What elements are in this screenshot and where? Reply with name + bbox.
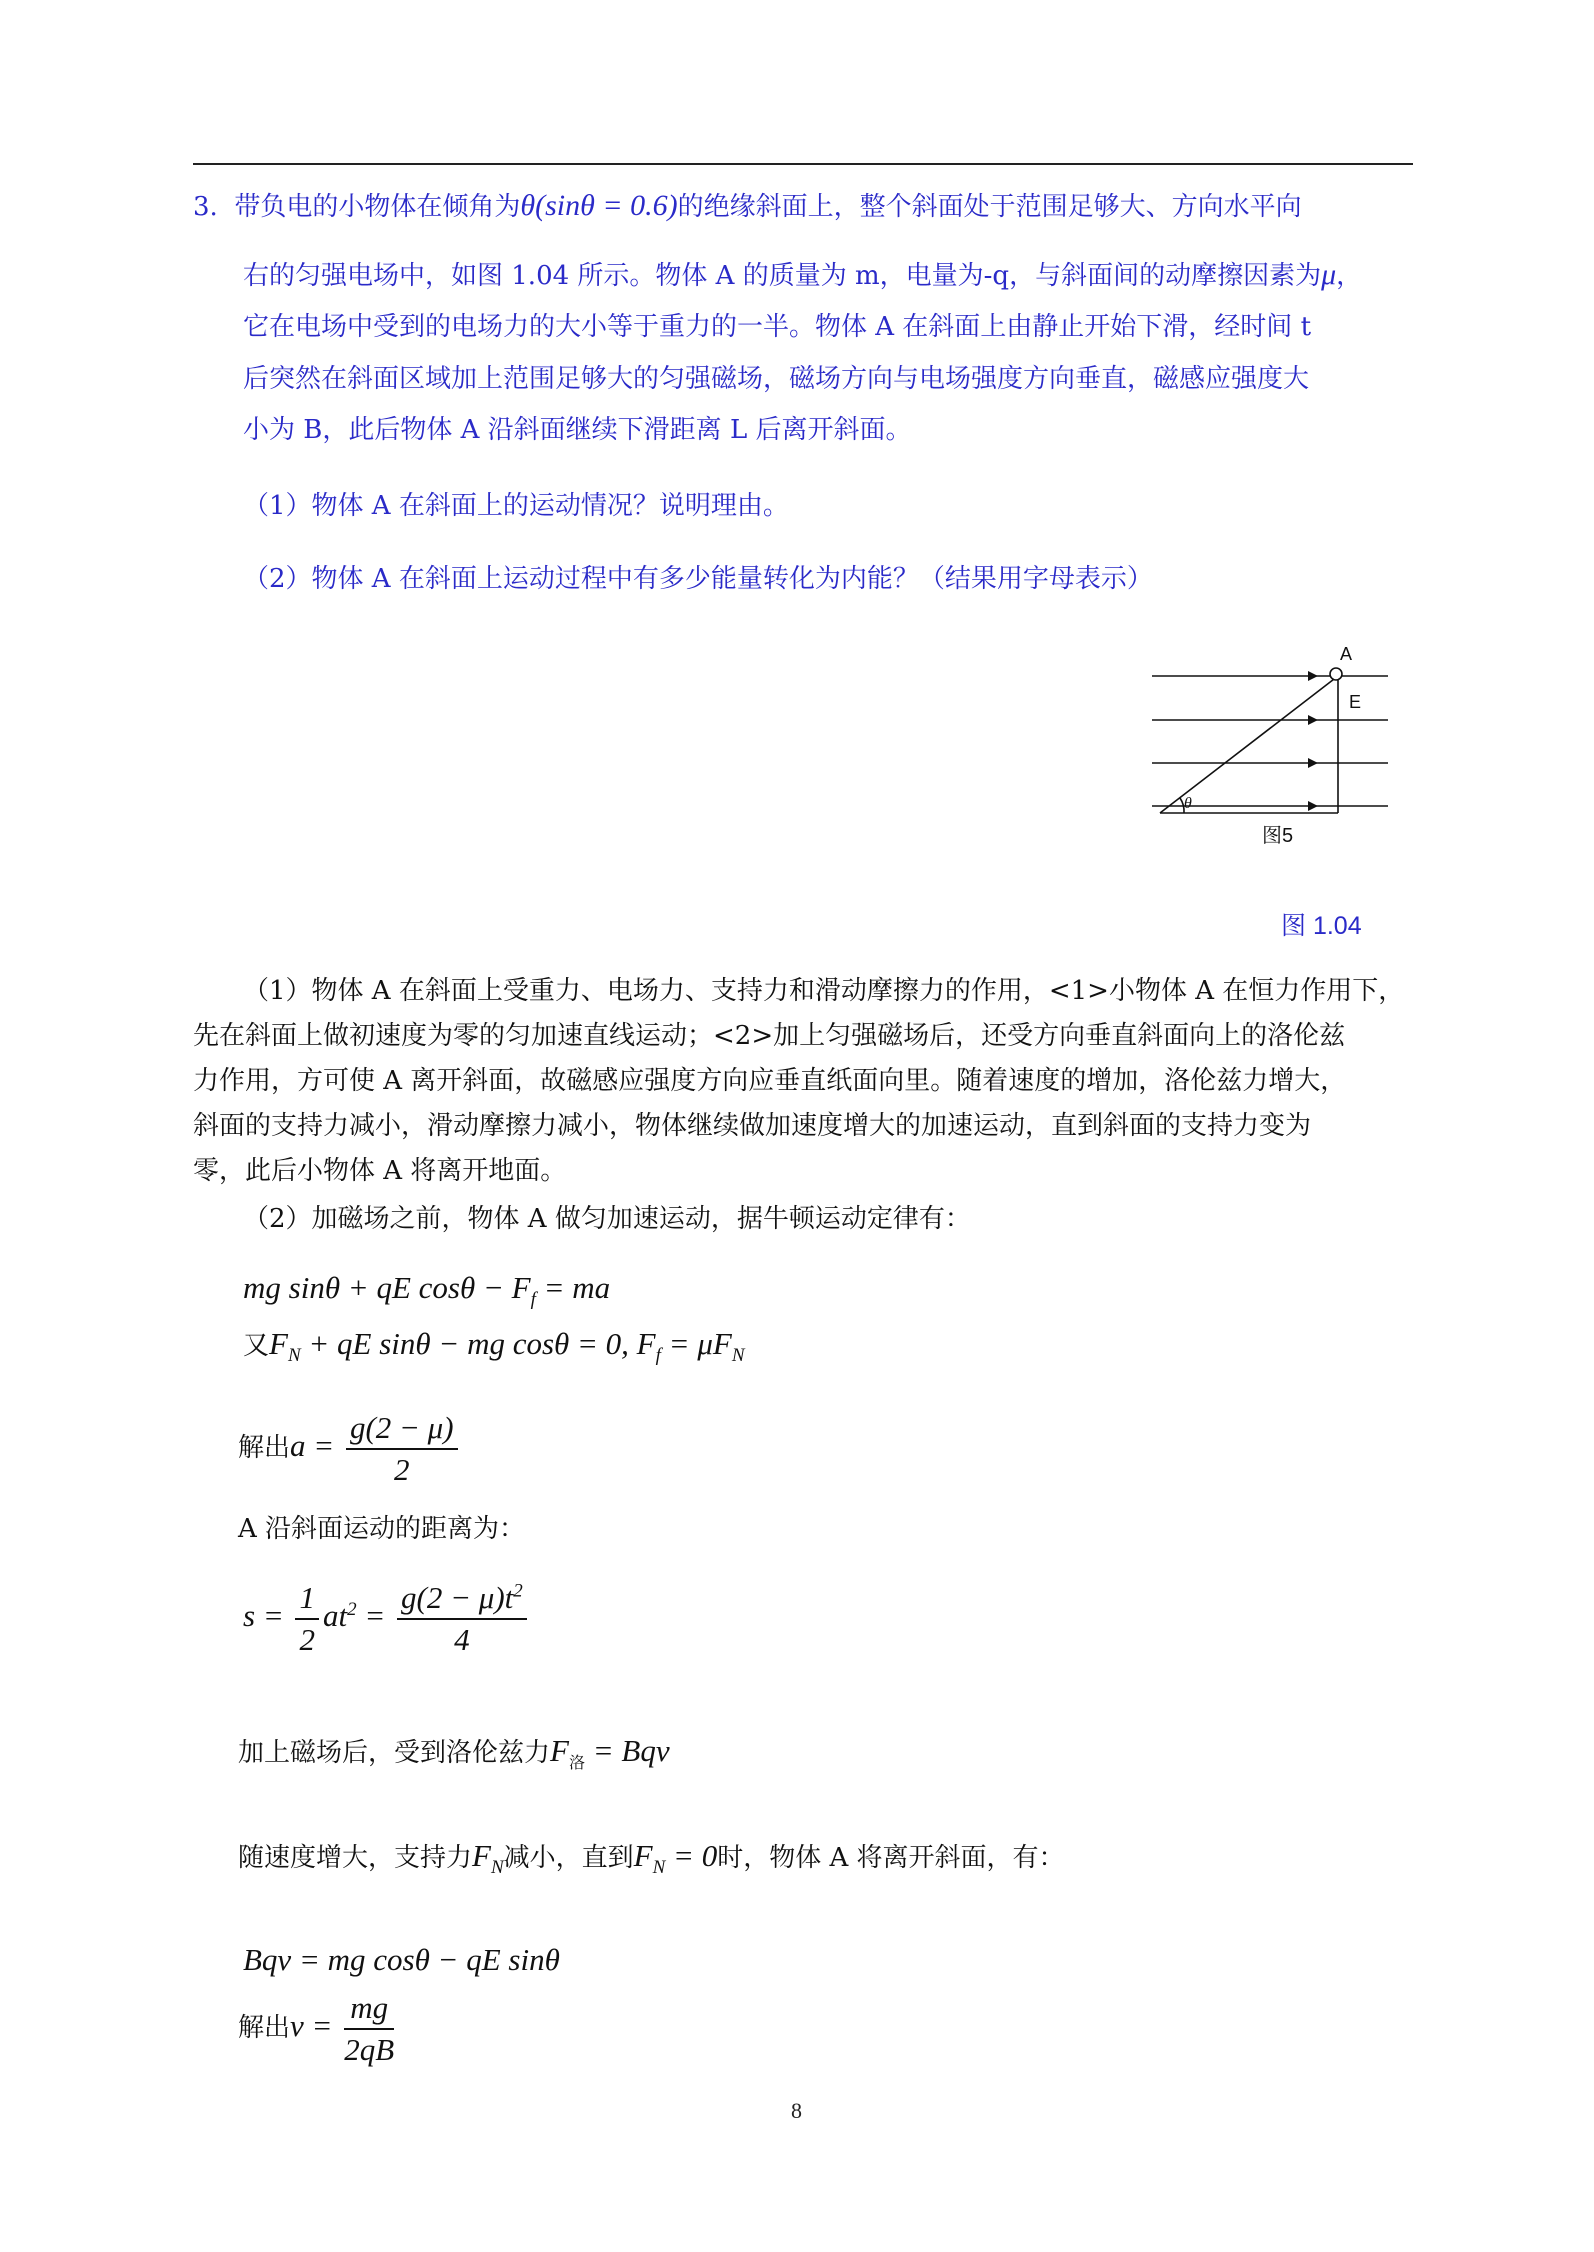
page-number: 8 bbox=[791, 2098, 802, 2123]
incline-figure bbox=[1140, 640, 1400, 860]
sub-question-1: （1）物体 A 在斜面上的运动情况？说明理由。 bbox=[243, 491, 789, 521]
question-line-2: 右的匀强电场中，如图 1.04 所示。物体 A 的质量为 m，电量为-q，与斜面间的动摩擦因素为μ， bbox=[243, 258, 1363, 291]
fraction-distance: $\frac{g(2 - \mu)t^2}{4}$ bbox=[397, 1580, 527, 1658]
answer-p1-line-3: 力作用，方可使 A 离开斜面，故磁感应强度方向应垂直纸面向里。随着速度的增加，洛伦兹力增大， bbox=[193, 1066, 1347, 1096]
question-line-1: 3. 带负电的小物体在倾角为θ(sinθ = 0.6)的绝缘斜面上，整个斜面处于范围足够大、方向水平向 bbox=[193, 189, 1302, 222]
label-a: A bbox=[1340, 644, 1353, 664]
answer-p2: （2）加磁场之前，物体 A 做匀加速运动，据牛顿运动定律有： bbox=[243, 1204, 971, 1234]
field-arrow bbox=[1308, 715, 1318, 725]
header-rule bbox=[193, 163, 1413, 165]
fraction-half: $\frac{1}{2}$ bbox=[295, 1580, 319, 1658]
field-arrow bbox=[1308, 671, 1318, 681]
equation-velocity: 解出v = $\frac{mg}{2qB}$ bbox=[238, 1990, 395, 2067]
fraction-acceleration: $\frac{g(2 - \mu)}{2}$ bbox=[346, 1410, 458, 1488]
question-number: 3. bbox=[193, 192, 218, 222]
distance-text: A 沿斜面运动的距离为： bbox=[238, 1514, 526, 1544]
incline-slope bbox=[1160, 676, 1338, 813]
answer-p1-line-2: 先在斜面上做初速度为零的匀加速直线运动；<2>加上匀强磁场后，还受方向垂直斜面向上的洛伦兹 bbox=[193, 1021, 1346, 1051]
object-a-dot bbox=[1330, 668, 1342, 680]
field-arrow bbox=[1308, 801, 1318, 811]
question-line-5: 小为 B，此后物体 A 沿斜面继续下滑距离 L 后离开斜面。 bbox=[243, 415, 912, 445]
figure-caption: 图 1.04 bbox=[1281, 912, 1362, 940]
equation-normal-force: 又$F_N$ + qE sinθ − mg cosθ = 0, $F_f = \mu F_N$ bbox=[243, 1326, 745, 1367]
label-e: E bbox=[1349, 692, 1362, 712]
angle-condition: θ(sinθ = 0.6) bbox=[520, 189, 678, 222]
leave-incline-line: 随速度增大，支持力$F_N$减小，直到$F_N = 0$时，物体 A 将离开斜面，有： bbox=[238, 1838, 1065, 1879]
question-line-3: 它在电场中受到的电场力的大小等于重力的一半。物体 A 在斜面上由静止开始下滑，经时间 t bbox=[243, 312, 1312, 342]
equation-balance: Bqv = mg cosθ − qE sinθ bbox=[243, 1942, 560, 1977]
question-line-4: 后突然在斜面区域加上范围足够大的匀强磁场，磁场方向与电场强度方向垂直，磁感应强度大 bbox=[243, 364, 1310, 394]
field-arrow bbox=[1308, 758, 1318, 768]
answer-p1-line-4: 斜面的支持力减小，滑动摩擦力减小，物体继续做加速度增大的加速运动，直到斜面的支持力变为 bbox=[193, 1111, 1312, 1141]
fraction-velocity: $\frac{mg}{2qB}$ bbox=[344, 1990, 395, 2067]
answer-p1-line-5: 零，此后小物体 A 将离开地面。 bbox=[193, 1156, 567, 1186]
lorentz-force-line: 加上磁场后，受到洛伦兹力$F_洛$ = Bqv bbox=[238, 1733, 670, 1773]
equation-distance: s = $\frac{1}{2}$ $at^2$ = $\frac{g(2 - \mu)t^2}{4}$ bbox=[243, 1580, 531, 1658]
answer-p1-line-1: （1）物体 A 在斜面上受重力、电场力、支持力和滑动摩擦力的作用，<1>小物体 A 在恒力作用下， bbox=[243, 976, 1405, 1006]
sub-question-2: （2）物体 A 在斜面上运动过程中有多少能量转化为内能？（结果用字母表示） bbox=[243, 564, 1153, 594]
label-theta: θ bbox=[1184, 795, 1192, 812]
figure-inner-caption: 图5 bbox=[1262, 825, 1294, 847]
equation-acceleration: 解出a = $\frac{g(2 - \mu)}{2}$ bbox=[238, 1410, 462, 1488]
equation-newton: mg sinθ + qE $\cos\theta - F_f$ = ma bbox=[243, 1270, 611, 1311]
